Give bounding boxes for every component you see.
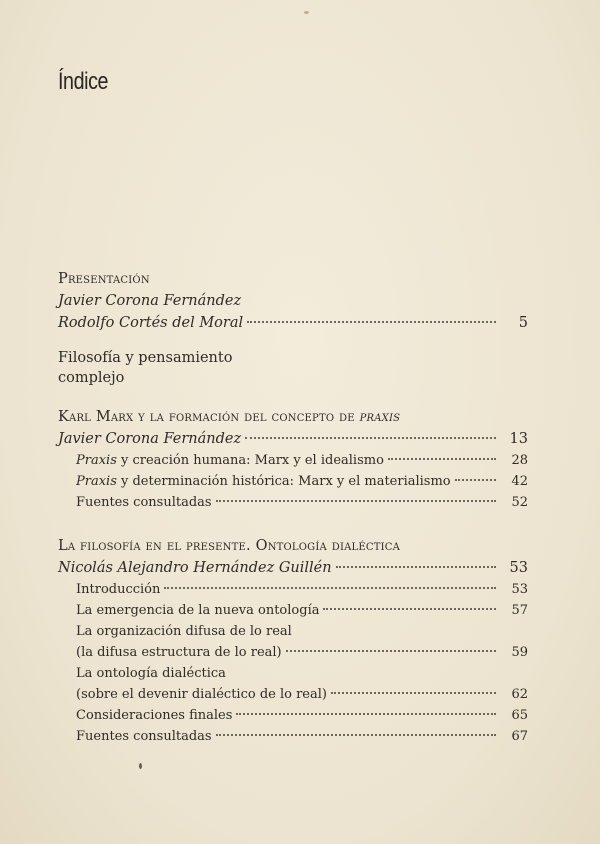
toc-entry[interactable]	[58, 471, 528, 492]
entry-title: Introducción	[76, 582, 161, 597]
page-number: 42	[511, 474, 528, 489]
toc-section-ontologia	[58, 535, 528, 747]
entry-title: La emergencia de la nueva ontología	[76, 603, 320, 618]
entry-title-line: La organización difusa de lo real	[76, 624, 292, 639]
toc-section-presentacion	[58, 268, 528, 334]
page-number: 5	[518, 315, 528, 331]
page-title: Índice	[58, 68, 109, 95]
entry-title-line: La ontología dialéctica	[76, 666, 226, 681]
page-number: 53	[509, 560, 528, 576]
entry-title: Fuentes consultadas	[76, 729, 212, 744]
toc-entry[interactable]	[58, 450, 528, 471]
page-number: 28	[511, 453, 528, 468]
dot-leader	[245, 437, 496, 439]
page-number: 53	[511, 582, 528, 597]
toc-author-line[interactable]	[58, 557, 528, 579]
section-heading: Presentación	[58, 271, 150, 287]
dot-leader	[455, 479, 496, 481]
dot-leader	[236, 713, 496, 715]
page-number: 57	[511, 603, 528, 618]
entry-title: Fuentes consultadas	[76, 495, 212, 510]
toc-entry[interactable]	[58, 600, 528, 621]
author-name: Javier Corona Fernández	[58, 293, 242, 309]
part-title-line: Filosofía y pensamiento	[58, 350, 233, 366]
toc-part-heading	[58, 348, 528, 388]
ink-mark	[139, 763, 142, 769]
toc-entry[interactable]	[58, 726, 528, 747]
section-heading: Karl Marx y la formación del concepto de praxis	[58, 409, 401, 425]
toc-entry[interactable]	[58, 705, 528, 726]
dot-leader	[164, 587, 496, 589]
dot-leader	[247, 321, 496, 323]
dot-leader	[388, 458, 496, 460]
dot-leader	[323, 608, 496, 610]
toc-author-line[interactable]	[58, 312, 528, 334]
page-number: 52	[511, 495, 528, 510]
page-number: 62	[511, 687, 528, 702]
entry-title: Praxis y determinación histórica: Marx y el materialismo	[76, 474, 451, 489]
toc-author-line[interactable]	[58, 428, 528, 450]
toc-section-marx	[58, 406, 528, 513]
dot-leader	[286, 650, 496, 652]
entry-title: Praxis y creación humana: Marx y el idealismo	[76, 453, 384, 468]
dot-leader	[336, 566, 496, 568]
page-number: 67	[511, 729, 528, 744]
page-number: 59	[511, 645, 528, 660]
entry-subtitle: (sobre el devenir dialéctico de lo real)	[76, 687, 327, 702]
dot-leader	[216, 734, 496, 736]
dot-leader	[216, 500, 496, 502]
toc-entry[interactable]	[58, 579, 528, 600]
author-name: Javier Corona Fernández	[58, 431, 242, 447]
toc-entry[interactable]	[58, 642, 528, 663]
toc-entry[interactable]	[58, 684, 528, 705]
table-of-contents	[58, 268, 528, 747]
toc-author-line	[58, 290, 528, 312]
toc-entry[interactable]	[58, 492, 528, 513]
author-name: Rodolfo Cortés del Moral	[58, 315, 244, 331]
dot-leader	[331, 692, 496, 694]
paper-speck	[304, 11, 309, 14]
entry-subtitle: (la difusa estructura de lo real)	[76, 645, 282, 660]
page-number: 13	[509, 431, 528, 447]
entry-title: Consideraciones finales	[76, 708, 233, 723]
page-number: 65	[511, 708, 528, 723]
section-heading: La filosofía en el presente. Ontología dialéctica	[58, 538, 400, 554]
author-name: Nicolás Alejandro Hernández Guillén	[58, 560, 332, 576]
part-title-line: complejo	[58, 370, 125, 386]
